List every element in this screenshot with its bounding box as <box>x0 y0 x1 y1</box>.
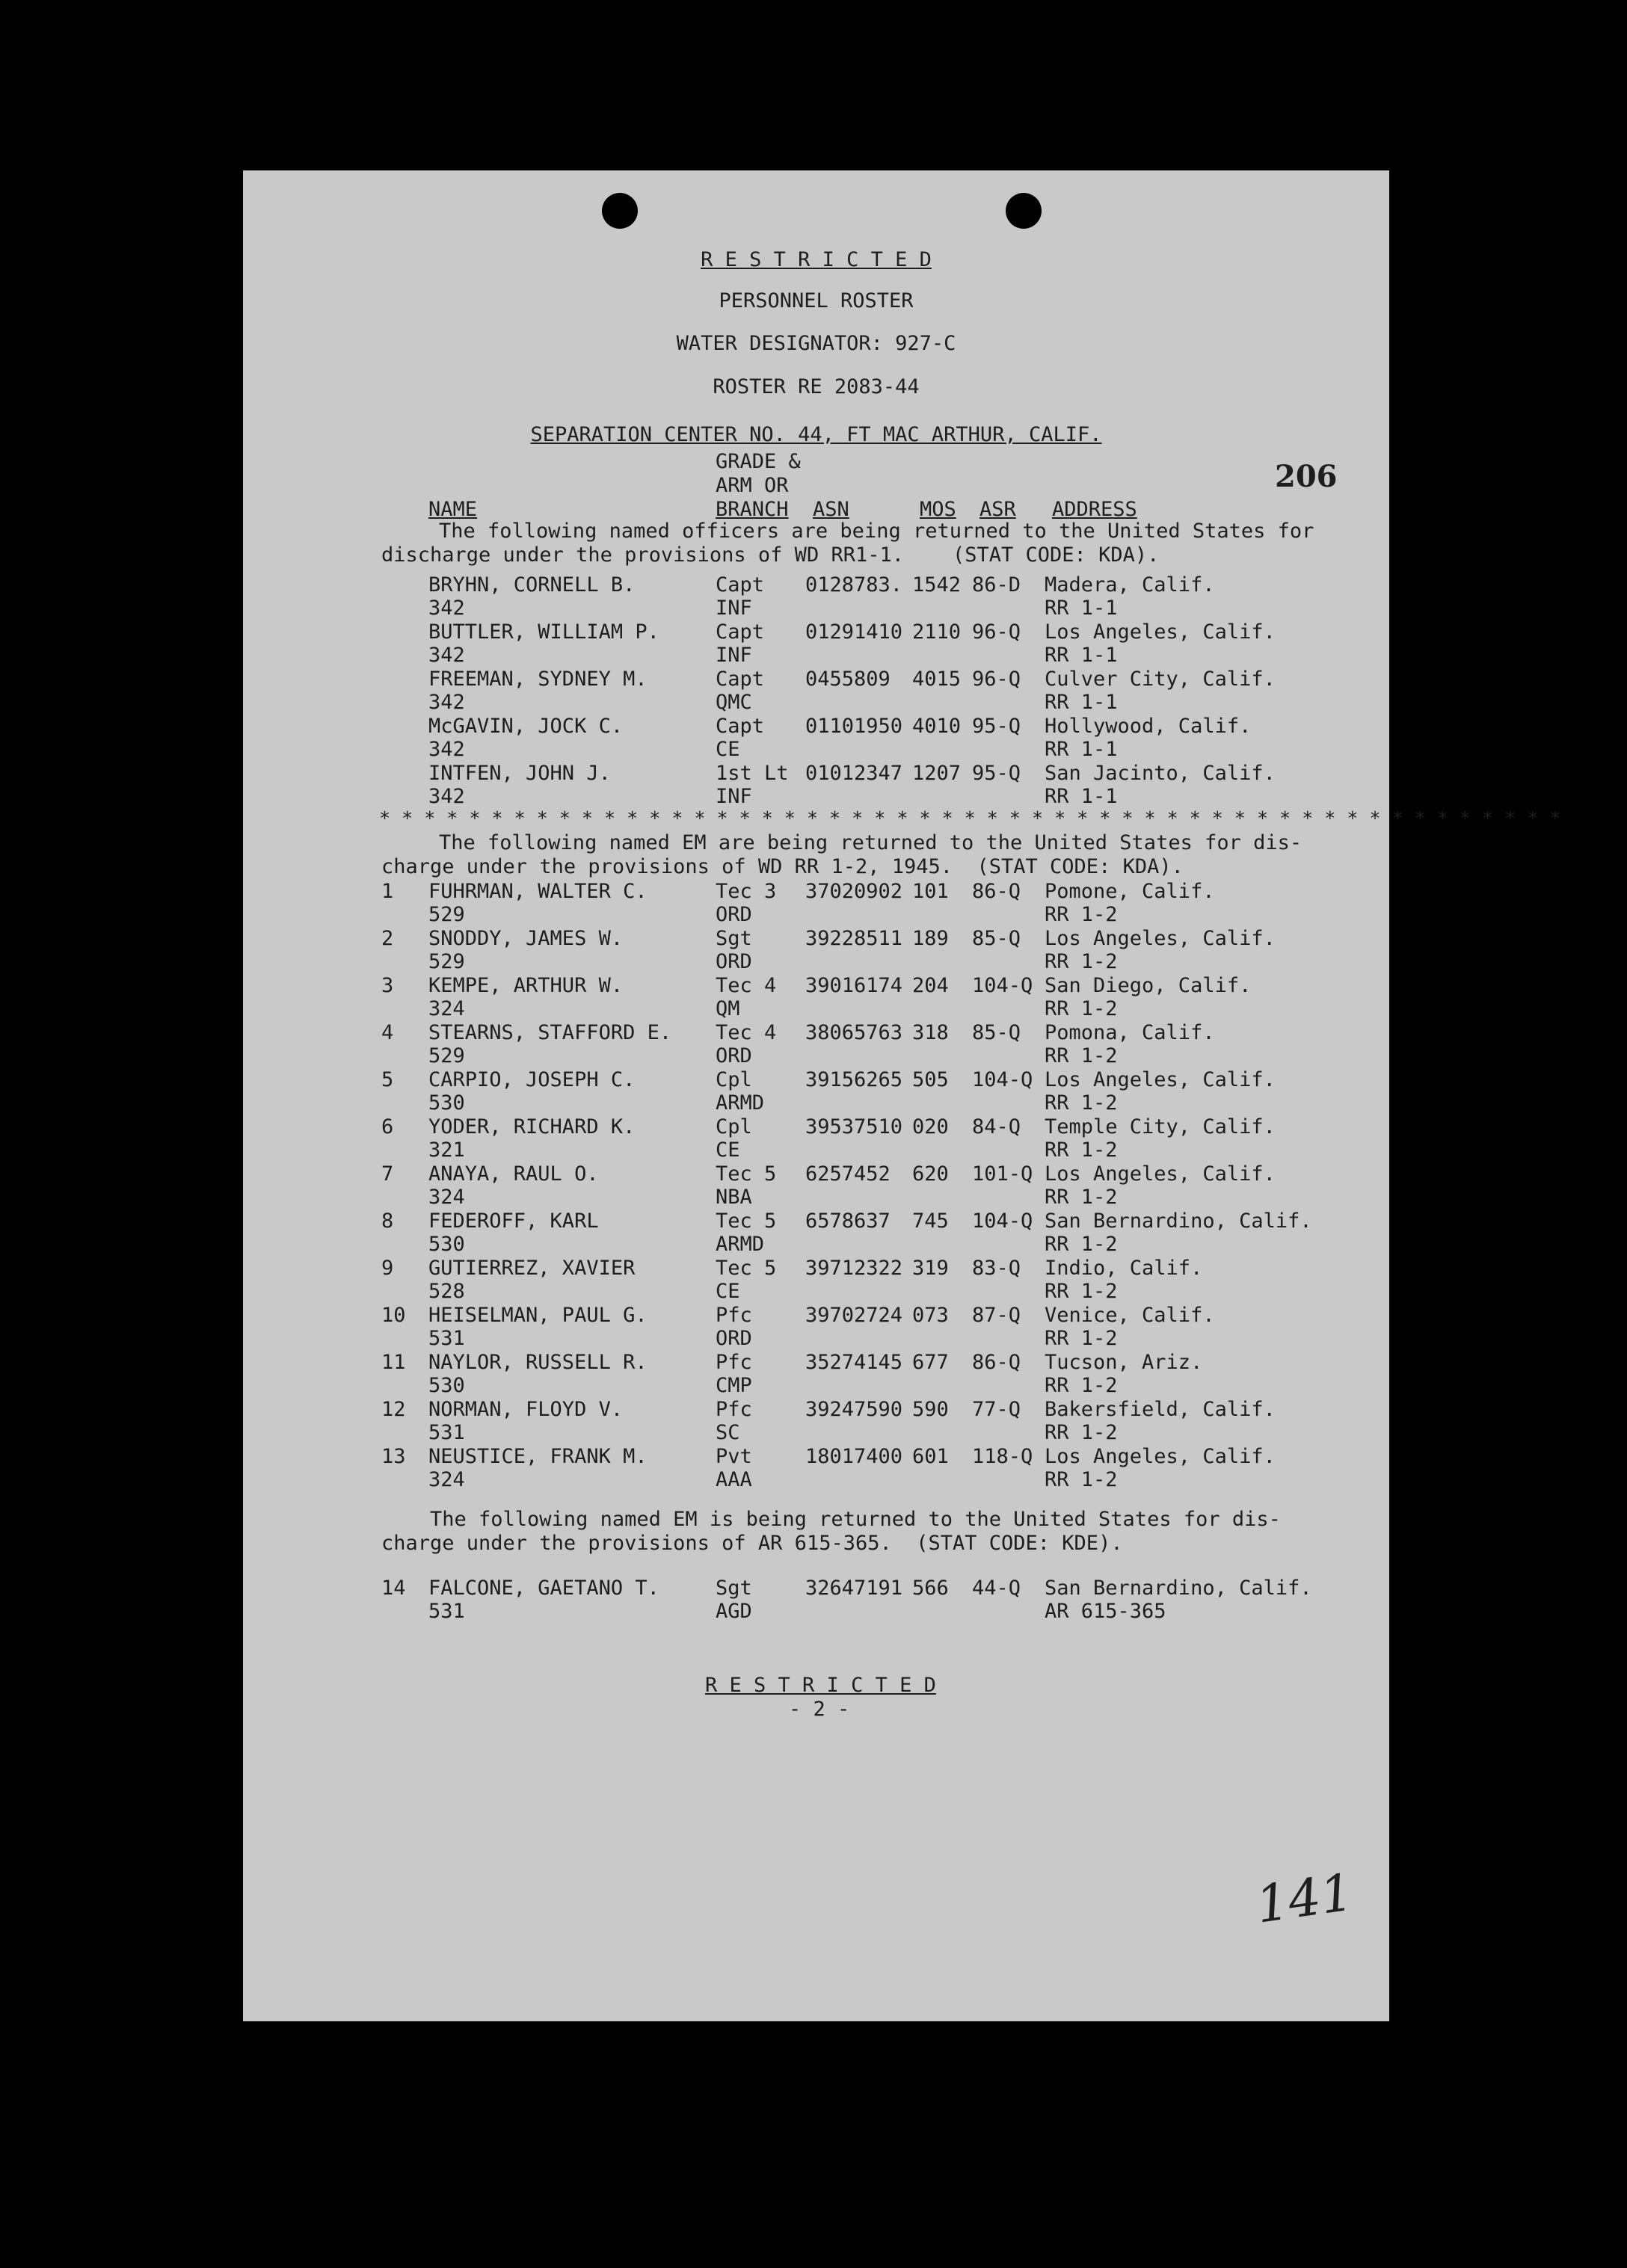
entry-code: 342 <box>428 597 465 620</box>
entry-asr: 86-Q <box>972 1351 1021 1374</box>
entry-asn: 35274145 <box>805 1351 903 1374</box>
restricted-footer: R E S T R I C T E D <box>705 1674 936 1697</box>
entry-address: San Diego, Calif. <box>1045 974 1252 997</box>
roster-number: ROSTER RE 2083-44 <box>713 375 920 398</box>
kde-intro-line1: The following named EM is being returned to the United States for dis- <box>430 1508 1281 1531</box>
entry-branch: ORD <box>716 950 752 973</box>
water-designator: WATER DESIGNATOR: 927-C <box>676 332 956 355</box>
entry-address: San Jacinto, Calif. <box>1045 762 1276 785</box>
entry-mos: 073 <box>912 1304 949 1327</box>
entry-asn: 39702724 <box>805 1304 903 1327</box>
entry-reg: RR 1-2 <box>1045 1233 1118 1256</box>
entry-asn: 37020902 <box>805 880 903 903</box>
entry-asn: 39016174 <box>805 974 903 997</box>
handwritten-folio: 141 <box>1252 1863 1357 1935</box>
entry-code: 531 <box>428 1600 465 1623</box>
entry-code: 529 <box>428 903 465 926</box>
entry-code: 531 <box>428 1327 465 1350</box>
entry-branch: QMC <box>716 691 752 714</box>
entry-reg: RR 1-2 <box>1045 1044 1118 1067</box>
entry-address: San Bernardino, Calif. <box>1045 1577 1312 1600</box>
entry-address: Tucson, Ariz. <box>1045 1351 1203 1374</box>
entry-mos: 189 <box>912 927 949 950</box>
entry-address: Los Angeles, Calif. <box>1045 927 1276 950</box>
entry-reg: AR 615-365 <box>1045 1600 1166 1623</box>
entry-reg: RR 1-2 <box>1045 1327 1118 1350</box>
entry-branch: ORD <box>716 1327 752 1350</box>
document-title: PERSONNEL ROSTER <box>719 289 914 312</box>
entry-reg: RR 1-2 <box>1045 997 1118 1020</box>
entry-asn: 01012347 <box>805 762 903 785</box>
entry-asn: 18017400 <box>805 1445 903 1468</box>
entry-mos: 601 <box>912 1445 949 1468</box>
entry-code: 342 <box>428 644 465 667</box>
entry-branch: AAA <box>716 1468 752 1491</box>
entry-asn: 39712322 <box>805 1257 903 1280</box>
entry-address: Indio, Calif. <box>1045 1257 1203 1280</box>
entry-code: 529 <box>428 950 465 973</box>
entry-grade: Pfc <box>716 1398 752 1421</box>
entry-branch: ORD <box>716 903 752 926</box>
entry-num: 13 <box>381 1445 406 1468</box>
entry-branch: QM <box>716 997 740 1020</box>
entry-asr: 83-Q <box>972 1257 1021 1280</box>
entry-name: KEMPE, ARTHUR W. <box>428 974 624 997</box>
entry-mos: 505 <box>912 1068 949 1091</box>
entry-asr: 85-Q <box>972 927 1021 950</box>
entry-grade: 1st Lt <box>716 762 789 785</box>
entry-asr: 77-Q <box>972 1398 1021 1421</box>
entry-grade: Pvt <box>716 1445 752 1468</box>
entry-address: Los Angeles, Calif. <box>1045 1068 1276 1091</box>
entry-asr: 86-Q <box>972 880 1021 903</box>
entry-asn: 0128783. <box>805 573 903 597</box>
entry-grade: Capt <box>716 573 765 597</box>
officers-intro-line1: The following named officers are being returned to the United States for <box>439 520 1314 543</box>
entry-asr: 104-Q <box>972 1068 1033 1091</box>
entry-grade: Tec 5 <box>716 1162 777 1186</box>
entry-reg: RR 1-2 <box>1045 1280 1118 1303</box>
entry-branch: ARMD <box>716 1091 765 1115</box>
entry-branch: ORD <box>716 1044 752 1067</box>
entry-asn: 39247590 <box>805 1398 903 1421</box>
entry-mos: 4010 <box>912 715 962 738</box>
entry-name: BUTTLER, WILLIAM P. <box>428 620 659 644</box>
entry-asr: 95-Q <box>972 762 1021 785</box>
entry-address: Bakersfield, Calif. <box>1045 1398 1276 1421</box>
entry-asr: 87-Q <box>972 1304 1021 1327</box>
entry-grade: Capt <box>716 668 765 691</box>
separation-center: SEPARATION CENTER NO. 44, FT MAC ARTHUR, CALIF. <box>530 423 1102 446</box>
entry-reg: RR 1-2 <box>1045 1091 1118 1115</box>
entry-code: 530 <box>428 1374 465 1397</box>
entry-num: 4 <box>381 1021 394 1044</box>
entry-code: 342 <box>428 691 465 714</box>
entry-address: Los Angeles, Calif. <box>1045 1162 1276 1186</box>
entry-code: 342 <box>428 785 465 808</box>
entry-name: NORMAN, FLOYD V. <box>428 1398 624 1421</box>
entry-name: SNODDY, JAMES W. <box>428 927 624 950</box>
entry-asn: 6257452 <box>805 1162 891 1186</box>
entry-asn: 01291410 <box>805 620 903 644</box>
entry-grade: Tec 4 <box>716 974 777 997</box>
address-header: ADDRESS <box>1052 498 1137 521</box>
restricted-header: R E S T R I C T E D <box>701 248 932 271</box>
entry-asn: 39228511 <box>805 927 903 950</box>
grade-header-line2: ARM OR <box>716 474 789 497</box>
entry-code: 324 <box>428 997 465 1020</box>
entry-code: 529 <box>428 1044 465 1067</box>
entry-branch: INF <box>716 785 752 808</box>
entry-num: 5 <box>381 1068 394 1091</box>
entry-asn: 01101950 <box>805 715 903 738</box>
entry-code: 531 <box>428 1421 465 1444</box>
entry-reg: RR 1-1 <box>1045 738 1118 761</box>
entry-asr: 96-Q <box>972 620 1021 644</box>
entry-mos: 566 <box>912 1577 949 1600</box>
punch-hole <box>602 193 638 229</box>
entry-mos: 1207 <box>912 762 962 785</box>
entry-code: 321 <box>428 1138 465 1162</box>
entry-mos: 2110 <box>912 620 962 644</box>
entry-name: FUHRMAN, WALTER C. <box>428 880 648 903</box>
entry-num: 2 <box>381 927 394 950</box>
entry-asr: 95-Q <box>972 715 1021 738</box>
entry-reg: RR 1-2 <box>1045 1138 1118 1162</box>
entry-branch: CE <box>716 1138 740 1162</box>
entry-name: GUTIERREZ, XAVIER <box>428 1257 636 1280</box>
grade-header-line1: GRADE & <box>716 450 801 473</box>
entry-reg: RR 1-2 <box>1045 950 1118 973</box>
entry-grade: Capt <box>716 715 765 738</box>
punch-hole <box>1006 193 1042 229</box>
entry-grade: Sgt <box>716 1577 752 1600</box>
entry-mos: 1542 <box>912 573 962 597</box>
entry-name: HEISELMAN, PAUL G. <box>428 1304 648 1327</box>
entry-asr: 44-Q <box>972 1577 1021 1600</box>
entry-asn: 32647191 <box>805 1577 903 1600</box>
entry-mos: 020 <box>912 1115 949 1138</box>
entry-address: Los Angeles, Calif. <box>1045 620 1276 644</box>
entry-grade: Cpl <box>716 1068 752 1091</box>
entry-name: YODER, RICHARD K. <box>428 1115 636 1138</box>
entry-mos: 318 <box>912 1021 949 1044</box>
entry-branch: CE <box>716 1280 740 1303</box>
officers-intro-line2: discharge under the provisions of WD RR1-1. (STAT CODE: KDA). <box>381 543 1160 567</box>
page-number: - 2 - <box>789 1698 850 1721</box>
entry-reg: RR 1-1 <box>1045 785 1118 808</box>
em-intro-line2: charge under the provisions of WD RR 1-2, 1945. (STAT CODE: KDA). <box>381 855 1184 878</box>
em-intro-line1: The following named EM are being returned to the United States for dis- <box>439 831 1302 854</box>
entry-num: 14 <box>381 1577 406 1600</box>
entry-reg: RR 1-1 <box>1045 691 1118 714</box>
entry-asn: 38065763 <box>805 1021 903 1044</box>
entry-name: CARPIO, JOSEPH C. <box>428 1068 636 1091</box>
entry-asr: 101-Q <box>972 1162 1033 1186</box>
entry-name: FEDEROFF, KARL <box>428 1210 599 1233</box>
entry-address: San Bernardino, Calif. <box>1045 1210 1312 1233</box>
entry-num: 8 <box>381 1210 394 1233</box>
entry-name: BRYHN, CORNELL B. <box>428 573 636 597</box>
entry-mos: 745 <box>912 1210 949 1233</box>
entry-grade: Pfc <box>716 1351 752 1374</box>
entry-address: Pomone, Calif. <box>1045 880 1215 903</box>
entry-name: ANAYA, RAUL O. <box>428 1162 599 1186</box>
entry-code: 530 <box>428 1233 465 1256</box>
entry-asr: 104-Q <box>972 1210 1033 1233</box>
entry-address: Culver City, Calif. <box>1045 668 1276 691</box>
entry-code: 324 <box>428 1186 465 1209</box>
entry-code: 324 <box>428 1468 465 1491</box>
entry-grade: Tec 5 <box>716 1210 777 1233</box>
entry-name: FALCONE, GAETANO T. <box>428 1577 659 1600</box>
entry-asr: 104-Q <box>972 974 1033 997</box>
entry-branch: INF <box>716 597 752 620</box>
entry-name: NAYLOR, RUSSELL R. <box>428 1351 648 1374</box>
entry-reg: RR 1-2 <box>1045 1421 1118 1444</box>
entry-num: 6 <box>381 1115 394 1138</box>
kde-intro-line2: charge under the provisions of AR 615-365. (STAT CODE: KDE). <box>381 1532 1123 1555</box>
entry-branch: NBA <box>716 1186 752 1209</box>
entry-address: Los Angeles, Calif. <box>1045 1445 1276 1468</box>
entry-grade: Sgt <box>716 927 752 950</box>
entry-asn: 0455809 <box>805 668 891 691</box>
entry-name: INTFEN, JOHN J. <box>428 762 611 785</box>
entry-branch: CE <box>716 738 740 761</box>
asr-header: ASR <box>979 498 1016 521</box>
entry-grade: Tec 5 <box>716 1257 777 1280</box>
entry-grade: Pfc <box>716 1304 752 1327</box>
entry-mos: 590 <box>912 1398 949 1421</box>
entry-grade: Cpl <box>716 1115 752 1138</box>
entry-num: 9 <box>381 1257 394 1280</box>
entry-num: 3 <box>381 974 394 997</box>
entry-branch: AGD <box>716 1600 752 1623</box>
entry-address: Temple City, Calif. <box>1045 1115 1276 1138</box>
entry-address: Hollywood, Calif. <box>1045 715 1252 738</box>
entry-name: NEUSTICE, FRANK M. <box>428 1445 648 1468</box>
entry-address: Venice, Calif. <box>1045 1304 1215 1327</box>
entry-branch: CMP <box>716 1374 752 1397</box>
entry-mos: 101 <box>912 880 949 903</box>
entry-num: 10 <box>381 1304 406 1327</box>
entry-num: 7 <box>381 1162 394 1186</box>
entry-mos: 677 <box>912 1351 949 1374</box>
entry-reg: RR 1-1 <box>1045 644 1118 667</box>
name-header: NAME <box>428 498 478 521</box>
entry-mos: 204 <box>912 974 949 997</box>
separator: * * * * * * * * * * * * * * * * * * * * * * * * * * * * * * * * * * * * * * * * * * * * * * * * * * * * * <box>379 807 1561 829</box>
page-stamp: 206 <box>1275 459 1338 494</box>
document-page <box>243 170 1561 2021</box>
entry-grade: Capt <box>716 620 765 644</box>
entry-asr: 86-D <box>972 573 1021 597</box>
entry-branch: INF <box>716 644 752 667</box>
entry-branch: ARMD <box>716 1233 765 1256</box>
mos-header: MOS <box>920 498 956 521</box>
asn-header: ASN <box>813 498 849 521</box>
entry-reg: RR 1-2 <box>1045 1186 1118 1209</box>
branch-header: BRANCH <box>716 498 789 521</box>
entry-address: Pomona, Calif. <box>1045 1021 1215 1044</box>
entry-num: 11 <box>381 1351 406 1374</box>
entry-name: FREEMAN, SYDNEY M. <box>428 668 648 691</box>
entry-asr: 96-Q <box>972 668 1021 691</box>
entry-code: 528 <box>428 1280 465 1303</box>
entry-reg: RR 1-2 <box>1045 903 1118 926</box>
entry-reg: RR 1-1 <box>1045 597 1118 620</box>
entry-asn: 39156265 <box>805 1068 903 1091</box>
entry-name: McGAVIN, JOCK C. <box>428 715 624 738</box>
entry-num: 12 <box>381 1398 406 1421</box>
entry-mos: 4015 <box>912 668 962 691</box>
entry-asr: 84-Q <box>972 1115 1021 1138</box>
entry-mos: 620 <box>912 1162 949 1186</box>
entry-asr: 118-Q <box>972 1445 1033 1468</box>
entry-reg: RR 1-2 <box>1045 1374 1118 1397</box>
entry-grade: Tec 4 <box>716 1021 777 1044</box>
entry-mos: 319 <box>912 1257 949 1280</box>
entry-code: 530 <box>428 1091 465 1115</box>
entry-reg: RR 1-2 <box>1045 1468 1118 1491</box>
entry-asn: 6578637 <box>805 1210 891 1233</box>
entry-address: Madera, Calif. <box>1045 573 1215 597</box>
entry-asr: 85-Q <box>972 1021 1021 1044</box>
entry-num: 1 <box>381 880 394 903</box>
entry-grade: Tec 3 <box>716 880 777 903</box>
entry-asn: 39537510 <box>805 1115 903 1138</box>
entry-name: STEARNS, STAFFORD E. <box>428 1021 672 1044</box>
entry-branch: SC <box>716 1421 740 1444</box>
entry-code: 342 <box>428 738 465 761</box>
